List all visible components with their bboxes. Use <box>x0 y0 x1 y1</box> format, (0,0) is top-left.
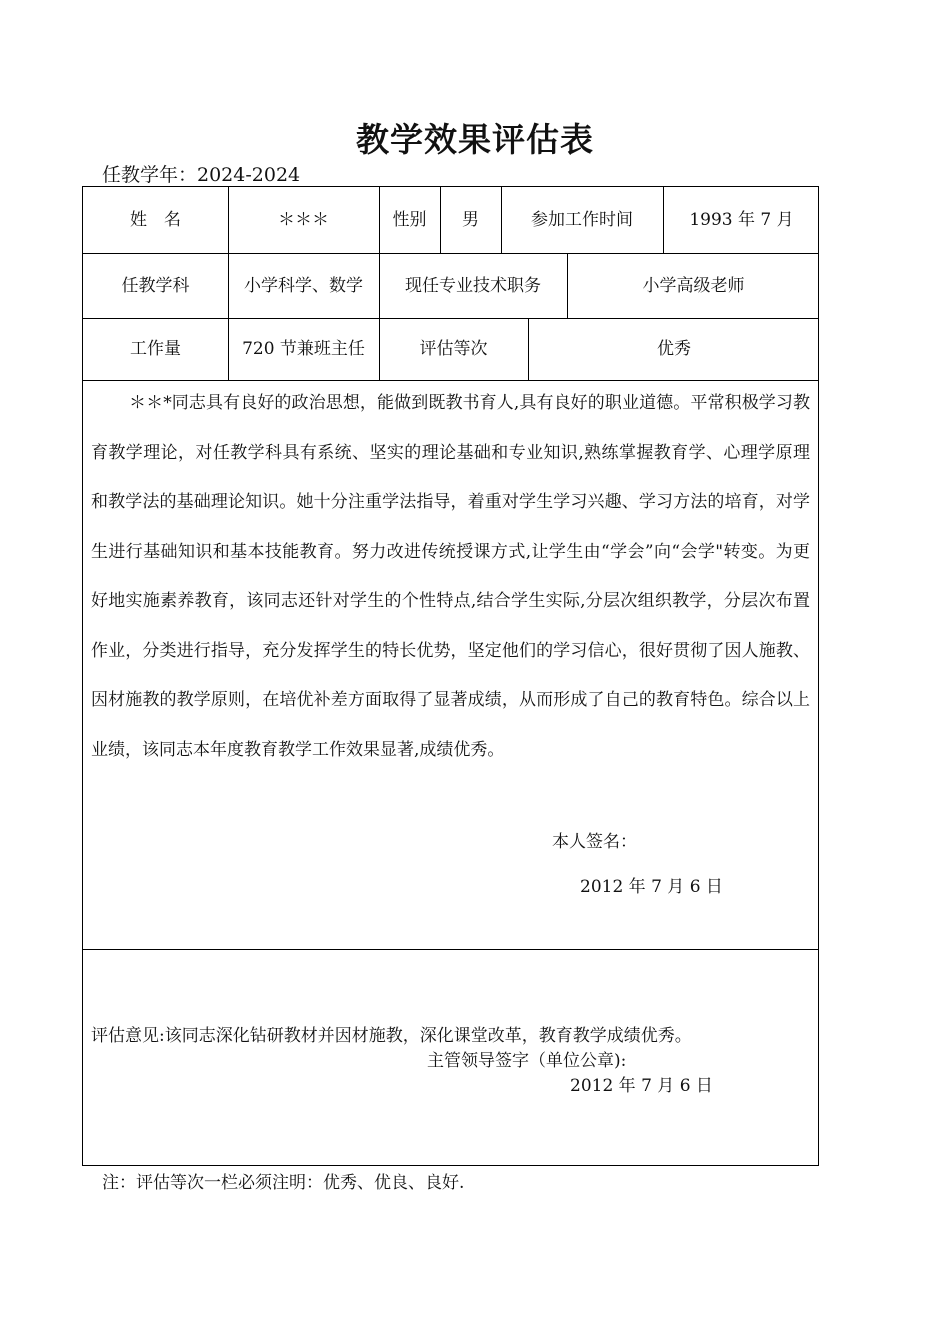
name-value: ＊＊＊ <box>278 210 329 230</box>
self-signature-label: 本人签名： <box>552 832 637 852</box>
workload-value: 720 节兼班主任 <box>242 339 365 359</box>
self-signature-date: 2012 年 7 月 6 日 <box>580 877 723 897</box>
gender-value: 男 <box>462 210 479 230</box>
work-start-value: 1993 年 7 月 <box>689 210 794 230</box>
footnote: 注：评估等次一栏必须注明：优秀、优良、良好. <box>102 1173 465 1193</box>
subject-value: 小学科学、数学 <box>244 275 363 296</box>
work-start-label: 参加工作时间 <box>531 210 633 230</box>
evaluation-form <box>82 186 819 1166</box>
gender-label: 性别 <box>392 210 427 230</box>
workload-label: 工作量 <box>130 339 181 359</box>
name-label: 姓 名 <box>130 210 181 230</box>
grade-label: 评估等次 <box>419 339 488 359</box>
professional-title-value: 小学高级老师 <box>642 275 745 296</box>
leader-signature-date: 2012 年 7 月 6 日 <box>570 1076 713 1096</box>
subject-label: 任教学科 <box>121 275 190 296</box>
grade-value: 优秀 <box>657 339 691 359</box>
row-divider <box>83 949 818 950</box>
professional-title-label: 现任专业技术职务 <box>405 275 541 296</box>
self-assessment-text: ＊＊*同志具有良好的政治思想，能做到既教书育人,具有良好的职业道德。平常积极学习教育教学理论，对任教学科具有系统、坚实的理论基础和专业知识,熟练掌握教育学、心理学原理和教学法的基础理论知识。她十分注重学法指导，着重对学生学习兴趣、学习方法的培育，对学生进行基础知识和基本技能教育。努力改进传统授课方式,让学生由“学会”向“会学"转变。为更好地实施素养教育，该同志还针对学生的个性特点,结合学生实际,分层次组织教学，分层次布置作业，分类进行指导，充分发挥学生的特长优势，坚定他们的学习信心，很好贯彻了因人施教、因材施教的教学原则，在培优补差方面取得了显著成绩，从而形成了自己的教育特色。综合以上业绩，该同志本年度教育教学工作效果显著,成绩优秀。 <box>91 393 810 760</box>
evaluation-opinion: 评估意见:该同志深化钻研教材并因材施教，深化课堂改革，教育教学成绩优秀。 <box>91 1026 692 1046</box>
page-title: 教学效果评估表 <box>356 120 594 159</box>
teaching-year: 任教学年：2024-2024 <box>102 164 301 186</box>
leader-signature-label: 主管领导签字（单位公章): <box>427 1051 627 1071</box>
